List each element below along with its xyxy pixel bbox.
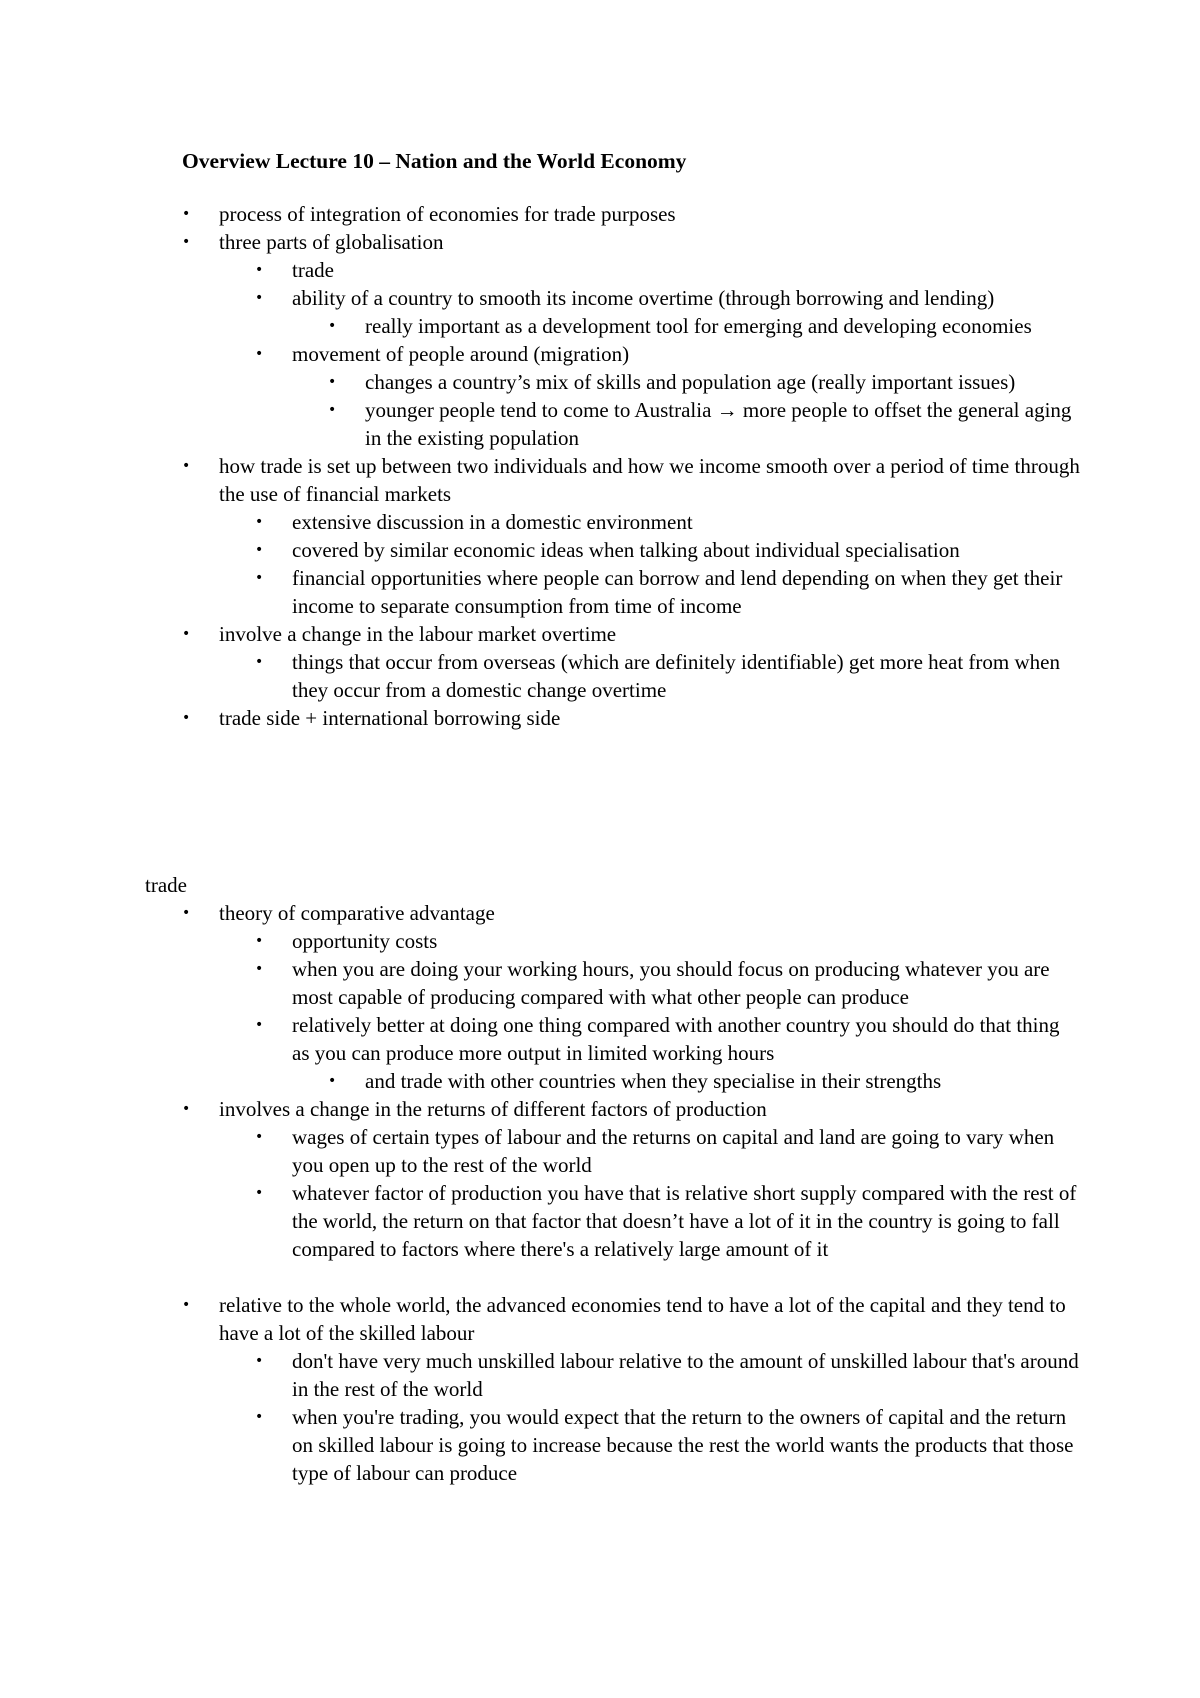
list-item-text: when you're trading, you would expect that the return to the owners of capital and the return on skilled labour is going to increase because the rest the world wants the products that those type of labour can produce — [292, 1405, 1074, 1485]
list-item-level-2 — [255, 340, 1082, 368]
bullet-icon: • — [182, 626, 191, 642]
list-item-text: trade — [292, 258, 334, 282]
list-item-level-1 — [182, 1095, 1082, 1123]
list-item-level-3 — [328, 368, 1082, 396]
list-item-text: covered by similar economic ideas when talking about individual specialisation — [292, 538, 960, 562]
bullet-icon: • — [182, 206, 191, 222]
list-item-level-1 — [182, 899, 1082, 927]
list-item-text: younger people tend to come to Australia → more people to offset the general aging in the existing population — [365, 398, 1072, 450]
list-item-text: movement of people around (migration) — [292, 342, 630, 366]
list-item-level-2 — [255, 648, 1082, 704]
bullet-icon: • — [255, 290, 264, 306]
list-item-level-2 — [255, 1011, 1082, 1067]
section-heading-trade: trade — [145, 873, 187, 897]
list-item-text: don't have very much unskilled labour relative to the amount of unskilled labour that's around in the rest of the world — [292, 1349, 1079, 1401]
bullet-icon: • — [182, 1297, 191, 1313]
list-item-text: involve a change in the labour market overtime — [219, 622, 617, 646]
list-item-level-1 — [182, 620, 1082, 648]
bullet-icon: • — [182, 458, 191, 474]
list-item-text: changes a country’s mix of skills and population age (really important issues) — [365, 370, 1016, 394]
list-item-level-2 — [255, 1403, 1082, 1487]
bullet-icon: • — [182, 1101, 191, 1117]
list-item-level-2 — [255, 927, 1082, 955]
list-item-text: things that occur from overseas (which are definitely identifiable) get more heat from when they occur from a domestic change overtime — [292, 650, 1060, 702]
list-item-text: relatively better at doing one thing compared with another country you should do that thing as you can produce more output in limited working hours — [292, 1013, 1060, 1065]
list-item-level-2 — [255, 1347, 1082, 1403]
list-item-text: how trade is set up between two individuals and how we income smooth over a period of time through the use of financial markets — [219, 454, 1080, 506]
list-item-text: process of integration of economies for trade purposes — [219, 202, 676, 226]
list-item-text: opportunity costs — [292, 929, 438, 953]
list-item-level-1 — [182, 704, 1082, 732]
blank-line — [182, 1263, 1082, 1291]
list-item-text: involves a change in the returns of different factors of production — [219, 1097, 767, 1121]
list-item-level-3 — [328, 396, 1082, 452]
bullet-icon: • — [255, 542, 264, 558]
list-item-text: when you are doing your working hours, you should focus on producing whatever you are most capable of producing compared with what other people can produce — [292, 957, 1050, 1009]
bullet-list-trade — [182, 899, 1082, 1487]
bullet-icon: • — [255, 1353, 264, 1369]
list-item-level-2 — [255, 564, 1082, 620]
list-item-text: really important as a development tool for emerging and developing economies — [365, 314, 1032, 338]
bullet-icon: • — [255, 933, 264, 949]
bullet-icon: • — [255, 961, 264, 977]
list-item-level-3 — [328, 1067, 1082, 1095]
list-item-level-2 — [255, 536, 1082, 564]
bullet-icon: • — [255, 1129, 264, 1145]
bullet-icon: • — [255, 514, 264, 530]
list-item-level-1 — [182, 452, 1082, 508]
list-item-text: three parts of globalisation — [219, 230, 444, 254]
list-item-level-1 — [182, 1291, 1082, 1347]
list-item-text: wages of certain types of labour and the returns on capital and land are going to vary when you open up to the rest of the world — [292, 1125, 1055, 1177]
list-item-level-2 — [255, 1179, 1082, 1263]
bullet-icon: • — [255, 570, 264, 586]
bullet-list-overview — [182, 200, 1082, 732]
bullet-icon: • — [328, 318, 337, 334]
bullet-icon: • — [255, 262, 264, 278]
list-item-level-2 — [255, 1123, 1082, 1179]
bullet-icon: • — [328, 374, 337, 390]
page-title: Overview Lecture 10 – Nation and the World Economy — [182, 149, 687, 173]
bullet-icon: • — [182, 710, 191, 726]
bullet-icon: • — [328, 1073, 337, 1089]
list-item-level-1 — [182, 200, 1082, 228]
bullet-icon: • — [182, 905, 191, 921]
list-item-level-2 — [255, 955, 1082, 1011]
list-item-text: and trade with other countries when they specialise in their strengths — [365, 1069, 942, 1093]
bullet-icon: • — [182, 234, 191, 250]
list-item-text: ability of a country to smooth its income overtime (through borrowing and lending) — [292, 286, 995, 310]
list-item-text: trade side + international borrowing side — [219, 706, 561, 730]
bullet-icon: • — [328, 402, 337, 418]
list-item-level-3 — [328, 312, 1082, 340]
bullet-icon: • — [255, 1409, 264, 1425]
list-item-text: extensive discussion in a domestic environment — [292, 510, 693, 534]
list-item-level-2 — [255, 256, 1082, 284]
list-item-text: whatever factor of production you have that is relative short supply compared with the rest of the world, the return on that factor that doesn’t have a lot of it in the country is going to fall compared to factors where there's a relatively large amount of it — [292, 1181, 1077, 1261]
bullet-icon: • — [255, 1017, 264, 1033]
list-item-level-1 — [182, 228, 1082, 256]
list-item-text: financial opportunities where people can borrow and lend depending on when they get their income to separate consumption from time of income — [292, 566, 1063, 618]
bullet-icon: • — [255, 346, 264, 362]
list-item-text: theory of comparative advantage — [219, 901, 495, 925]
list-item-text: relative to the whole world, the advanced economies tend to have a lot of the capital and they tend to have a lot of the skilled labour — [219, 1293, 1066, 1345]
list-item-level-2 — [255, 508, 1082, 536]
bullet-icon: • — [255, 654, 264, 670]
bullet-icon: • — [255, 1185, 264, 1201]
list-item-level-2 — [255, 284, 1082, 312]
